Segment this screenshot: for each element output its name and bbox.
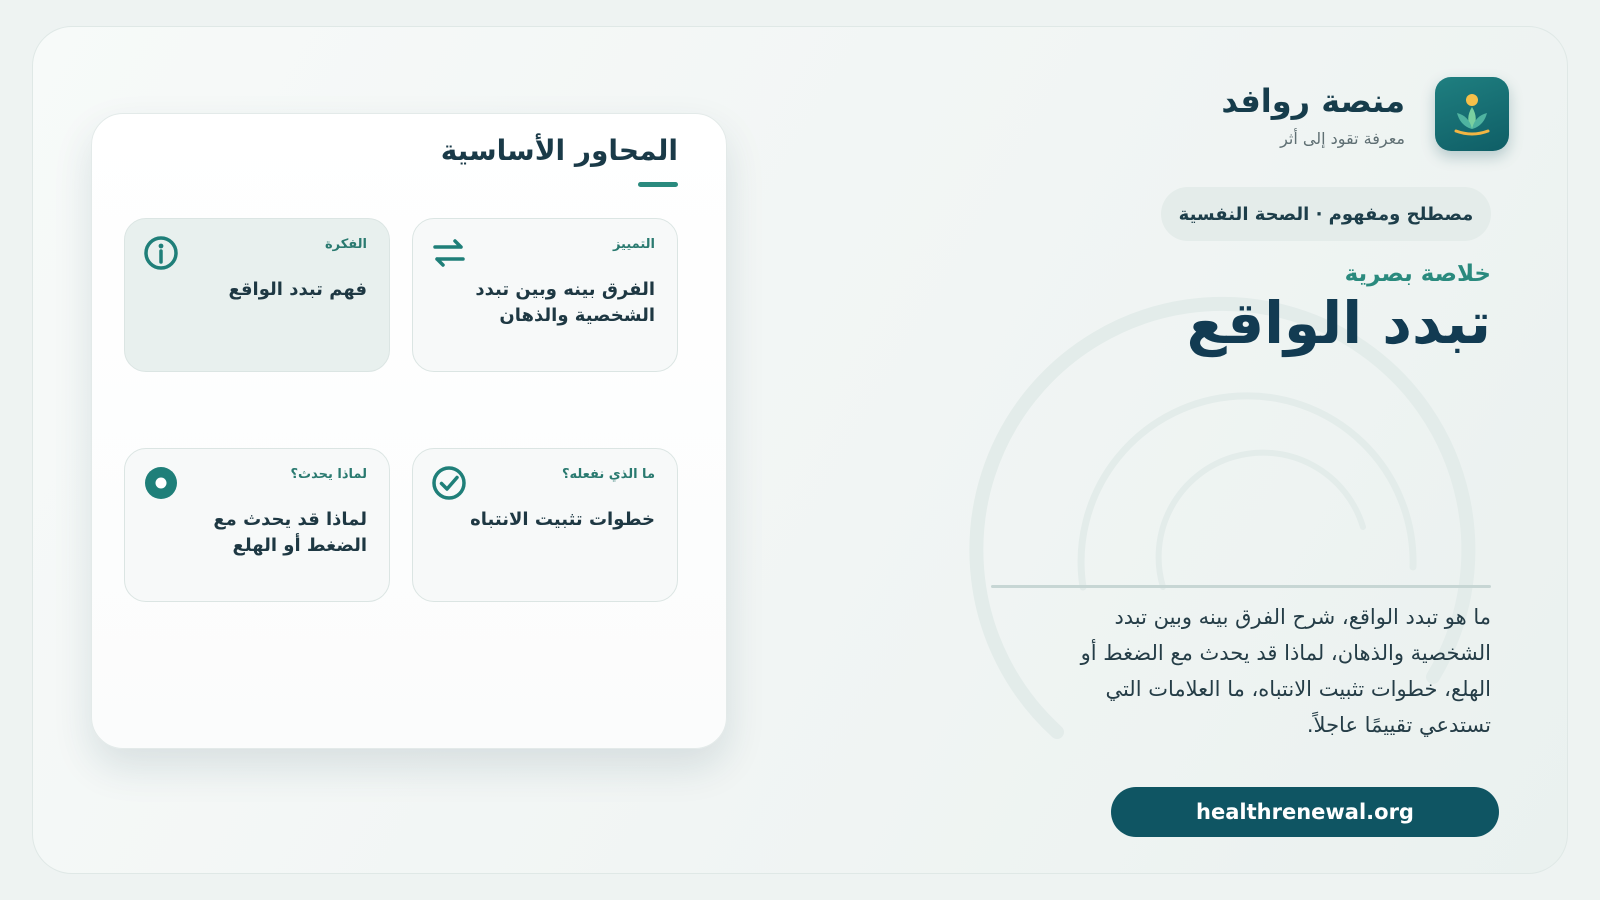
brand-tagline: معرفة تقود إلى أثر	[1280, 128, 1405, 148]
card-label: ما الذي نفعله؟	[561, 467, 655, 482]
card-label: لماذا يحدث؟	[290, 467, 367, 482]
eyebrow-label: خلاصة بصرية	[1344, 261, 1491, 287]
swap-arrows-icon	[431, 235, 467, 271]
brand-name: منصة روافد	[1221, 81, 1405, 120]
axis-card-distinction	[412, 218, 678, 372]
lotus-sun-logo	[1435, 77, 1509, 151]
divider	[991, 585, 1491, 588]
lotus-icon	[1447, 89, 1497, 139]
page-title: تبدد الواقع	[1186, 289, 1491, 357]
axis-card-idea	[124, 218, 390, 372]
radio-dot-icon	[143, 465, 179, 501]
slide-frame	[32, 26, 1568, 874]
axis-card-why	[124, 448, 390, 602]
card-label: التمييز	[612, 237, 655, 252]
axis-card-what-to-do	[412, 448, 678, 602]
card-text: فهم تبدد الواقع	[228, 279, 367, 300]
panel-title: المحاور الأساسية	[440, 134, 678, 167]
category-pill: مصطلح ومفهوم · الصحة النفسية	[1161, 187, 1491, 241]
description: ما هو تبدد الواقع، شرح الفرق بينه وبين تبدد الشخصية والذهان، لماذا قد يحدث مع الضغط أو الهلع، خطوات تثبيت الانتباه، ما العلامات التي تستدعي تقييمًا عاجلاً.	[1080, 605, 1491, 737]
website-button[interactable]: healthrenewal.org	[1111, 787, 1499, 837]
card-text: لماذا قد يحدث مع الضغط أو الهلع	[213, 509, 367, 556]
card-text: الفرق بينه وبين تبدد الشخصية والذهان	[475, 279, 655, 326]
info-icon	[143, 235, 179, 271]
card-text: خطوات تثبيت الانتباه	[470, 509, 655, 530]
check-circle-icon	[431, 465, 467, 501]
title-underline	[638, 182, 678, 187]
card-label: الفكرة	[324, 237, 367, 252]
brand-header	[1221, 77, 1509, 151]
key-axes-panel	[91, 113, 727, 749]
